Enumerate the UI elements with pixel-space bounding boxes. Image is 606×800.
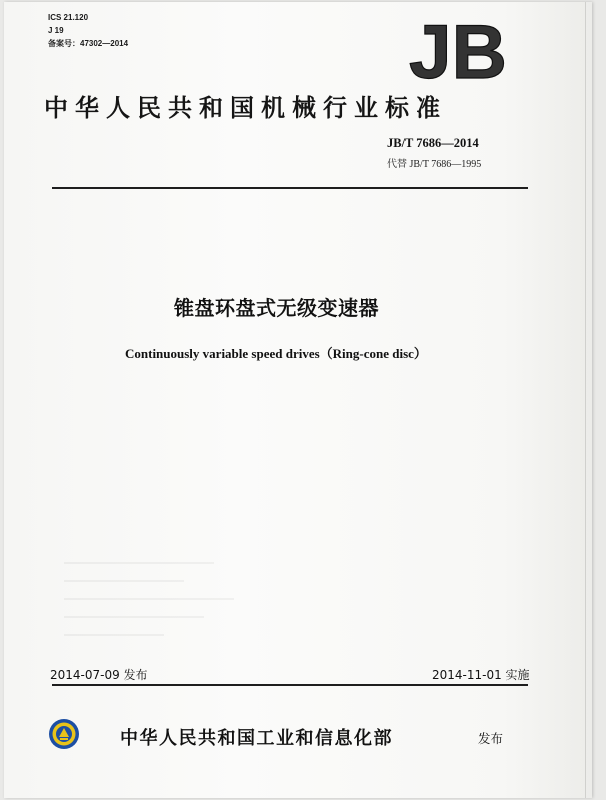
bleed-through-line bbox=[64, 562, 214, 564]
ministry-emblem-icon bbox=[48, 718, 80, 750]
document-title-chinese: 锥盘环盘式无级变速器 bbox=[174, 296, 379, 320]
classification-block bbox=[48, 11, 128, 50]
bleed-through-line bbox=[64, 580, 184, 582]
classification-code: J 19 bbox=[48, 26, 64, 35]
implementation-date: 2014-11-01 实施 bbox=[432, 668, 530, 682]
standard-code: JB/T 7686—2014 bbox=[387, 136, 479, 150]
bleed-through-line bbox=[64, 616, 204, 618]
publication-date: 2014-07-09 发布 bbox=[50, 668, 148, 682]
bottom-divider bbox=[52, 684, 528, 686]
jb-logo-text: JB bbox=[409, 16, 507, 88]
ics-code: ICS 21.120 bbox=[48, 13, 89, 22]
standard-category-title: 中华人民共和国机械行业标准 bbox=[44, 94, 447, 122]
jb-logo bbox=[406, 16, 510, 88]
bleed-through-line bbox=[64, 634, 164, 636]
document-title-english: Continuously variable speed drives（Ring-cone disc） bbox=[125, 346, 427, 361]
bleed-through-line bbox=[64, 598, 234, 600]
replaces-standard: 代替 JB/T 7686—1995 bbox=[387, 159, 482, 170]
standard-cover-page bbox=[4, 2, 592, 798]
top-divider bbox=[52, 187, 528, 189]
issue-label: 发布 bbox=[478, 731, 504, 746]
filing-number: 备案号：47302—2014 bbox=[48, 39, 129, 48]
issuing-authority: 中华人民共和国工业和信息化部 bbox=[120, 728, 393, 749]
